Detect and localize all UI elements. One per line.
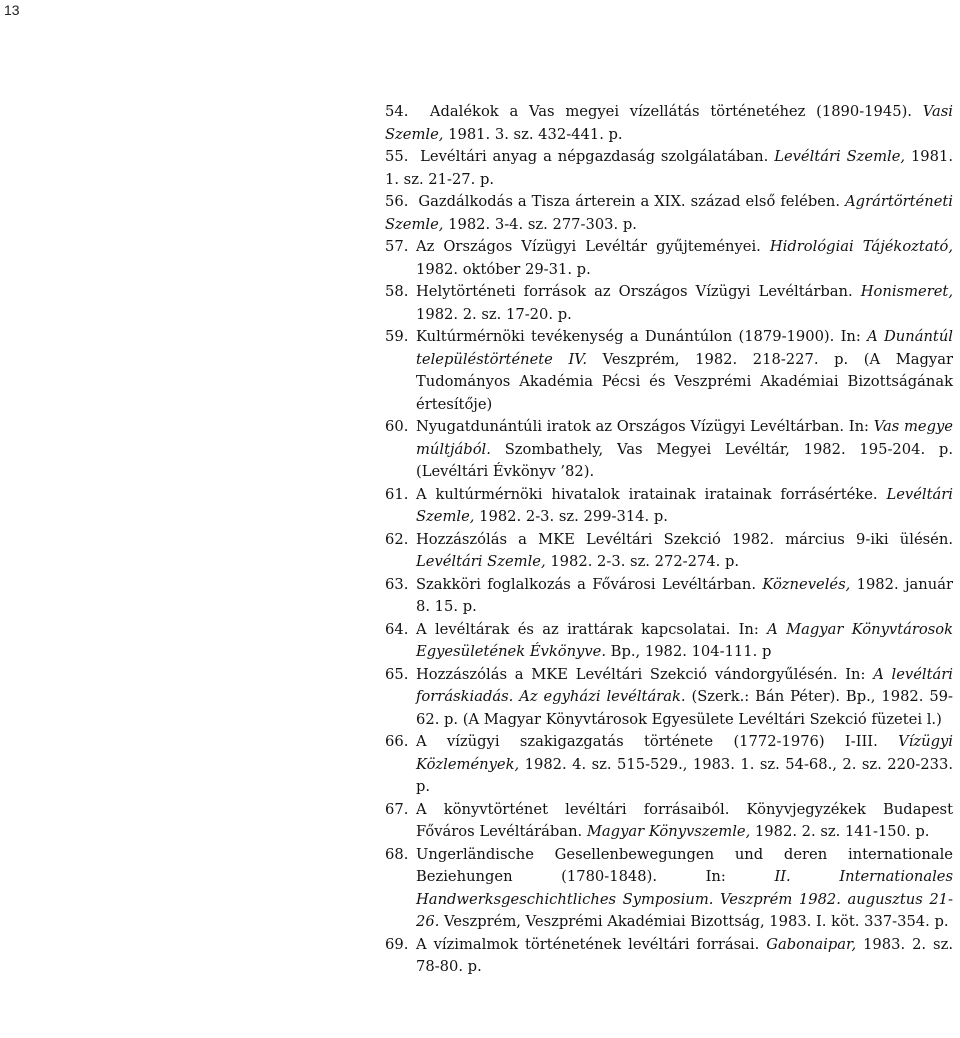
entry-source: Levéltári Szemle,	[416, 485, 953, 525]
entry-title: Nyugatdunántúli iratok az Országos Vízügyi Levéltárban. In:	[416, 418, 874, 435]
entry-title: Levéltári anyag a népgazdaság szolgálatában.	[420, 148, 775, 165]
bibliography-entry	[385, 619, 953, 664]
bibliography-entry	[385, 101, 953, 146]
entry-source: Agrártörténeti Szemle,	[385, 193, 953, 233]
entry-number: 61.	[385, 485, 409, 503]
entry-source: A Magyar Könyvtárosok Egyesületének Évkönyve.	[416, 620, 953, 660]
entry-details: 1981. 1. sz. 21-27. p.	[385, 148, 953, 188]
entry-details: 1982. 2. sz. 141-150. p.	[750, 823, 930, 840]
bibliography-entry	[385, 844, 953, 934]
entry-title: Ungerländische Gesellenbewegungen und deren internationale Beziehungen (1780-1848). In:	[416, 845, 953, 885]
entry-details: 1982. 2. sz. 17-20. p.	[416, 305, 572, 323]
entry-source: Magyar Könyvszemle,	[586, 823, 751, 840]
entry-details: Veszprém, 1982. 218-227. p. (A Magyar Tudományos Akadémia Pécsi és Veszprémi Akadémiai Bizottságának értesítője)	[416, 350, 953, 413]
bibliography-entry	[385, 191, 953, 236]
entry-title: Hozzászólás a MKE Levéltári Szekció vándorgyűlésén. In:	[416, 665, 874, 683]
entry-source: II. Internationales Handwerksgeschichtliches Symposium. Veszprém 1982. augusztus 21-26.	[416, 868, 953, 930]
entry-title: A vízimalmok történetének levéltári forrásai.	[416, 935, 767, 953]
entry-title: A kultúrmérnöki hivatalok iratainak iratainak forrásértéke.	[416, 485, 887, 503]
entry-source: Levéltári Szemle,	[416, 553, 546, 570]
entry-title: Kultúrmérnöki tevékenység a Dunántúlon (1879-1900). In:	[416, 328, 868, 345]
entry-title: Az Országos Vízügyi Levéltár gyűjteményei.	[416, 238, 770, 255]
entry-details: 1982. október 29-31. p.	[416, 260, 591, 278]
entry-source: A Dunántúl településtörténete IV.	[416, 328, 953, 368]
bibliography-entry	[385, 799, 953, 844]
entry-details: 1982. 2-3. sz. 299-314. p.	[474, 508, 668, 525]
entry-number: 65.	[385, 665, 409, 683]
entry-number: 69.	[385, 935, 409, 953]
bibliography-list	[385, 101, 953, 979]
bibliography-entry	[385, 416, 953, 484]
entry-source: Levéltári Szemle,	[774, 148, 906, 165]
page-number: 13	[4, 2, 20, 18]
entry-number: 64.	[385, 620, 409, 638]
entry-number: 58.	[385, 283, 409, 300]
entry-source: Vasi Szemle,	[385, 103, 953, 143]
bibliography-entry	[385, 484, 953, 529]
entry-number: 57.	[385, 238, 409, 255]
entry-title: Adalékok a Vas megyei vízellátás történetéhez (1890-1945).	[429, 103, 923, 120]
entry-details: 1982. 4. sz. 515-529., 1983. 1. sz. 54-68., 2. sz. 220-233. p.	[416, 755, 953, 795]
entry-details: Szombathely, Vas Megyei Levéltár, 1982. 195-204. p. (Levéltári Évkönyv ’82).	[416, 440, 953, 480]
entry-number: 54.	[385, 103, 409, 120]
entry-source: Vas megye múltjából.	[416, 418, 954, 458]
entry-title: Hozzászólás a MKE Levéltári Szekció 1982. március 9-iki ülésén.	[416, 530, 953, 548]
entry-details: Veszprém, Veszprémi Akadémiai Bizottság, 1983. I. köt. 337-354. p.	[439, 913, 949, 930]
bibliography-entry	[385, 146, 953, 191]
entry-number: 56.	[385, 193, 409, 210]
entry-number: 68.	[385, 845, 409, 863]
entry-number: 55.	[385, 148, 409, 165]
entry-title: Szakköri foglalkozás a Fővárosi Levéltárban.	[416, 575, 763, 593]
bibliography-entry	[385, 934, 953, 979]
entry-details: 1981. 3. sz. 432-441. p.	[443, 125, 623, 143]
entry-details: 1983. 2. sz. 78-80. p.	[416, 935, 954, 975]
entry-number: 66.	[385, 733, 409, 750]
entry-source: Gabonaipar,	[766, 935, 857, 953]
bibliography-entry	[385, 731, 953, 799]
entry-details: 1982. 2-3. sz. 272-274. p.	[545, 553, 740, 570]
entry-source: Honismeret,	[860, 283, 953, 300]
entry-number: 60.	[385, 418, 409, 435]
entry-title: Gazdálkodás a Tisza árterein a XIX. század első felében.	[418, 193, 846, 210]
entry-source: Vízügyi Közlemények,	[416, 733, 953, 773]
entry-source: A levéltári forráskiadás. Az egyházi levéltárak.	[416, 665, 953, 705]
entry-source: Hidrológiai Tájékoztató,	[769, 238, 953, 255]
entry-number: 63.	[385, 575, 409, 593]
entry-title: A könyvtörténet levéltári forrásaiból. Könyvjegyzékek Budapest Főváros Levéltárában.	[416, 800, 953, 840]
entry-details: 1982. 3-4. sz. 277-303. p.	[443, 215, 637, 233]
entry-details: (Szerk.: Bán Péter). Bp., 1982. 59-62. p. (A Magyar Könyvtárosok Egyesülete Levéltári Szekció füzetei l.)	[416, 688, 953, 728]
entry-source: Köznevelés,	[762, 575, 851, 593]
entry-title: Helytörténeti források az Országos Vízügyi Levéltárban.	[416, 283, 861, 300]
entry-number: 67.	[385, 800, 409, 818]
entry-details: 1982. január 8. 15. p.	[416, 575, 953, 615]
bibliography-entry	[385, 574, 953, 619]
entry-number: 62.	[385, 530, 409, 548]
entry-title: A vízügyi szakigazgatás története (1772-1976) I-III.	[416, 733, 899, 750]
bibliography-entry	[385, 326, 953, 416]
entry-title: A levéltárak és az irattárak kapcsolatai. In:	[416, 620, 768, 638]
bibliography-entry	[385, 664, 953, 732]
bibliography-entry	[385, 529, 953, 574]
entry-number: 59.	[385, 328, 409, 345]
bibliography-entry	[385, 236, 953, 281]
entry-details: Bp., 1982. 104-111. p	[606, 643, 772, 660]
bibliography-entry	[385, 281, 953, 326]
